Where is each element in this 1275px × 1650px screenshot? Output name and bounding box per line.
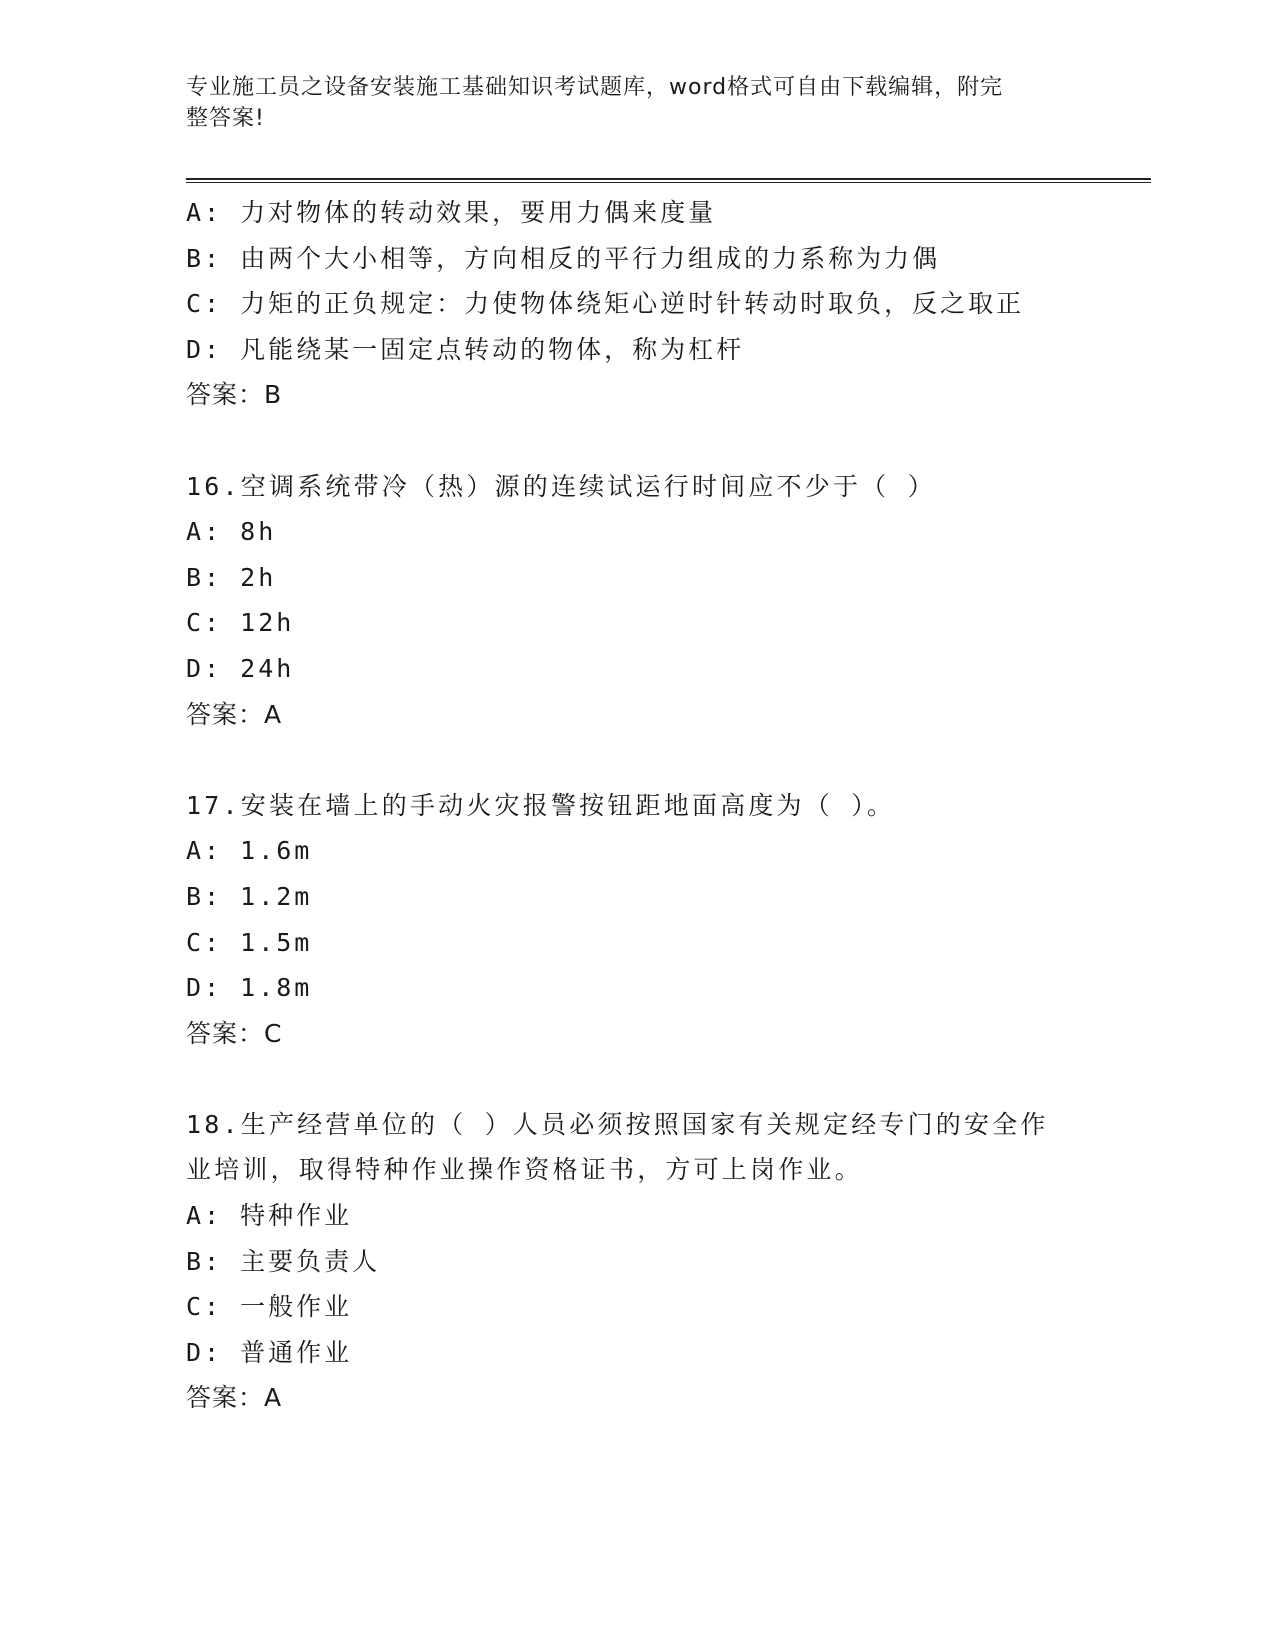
- question-stem-line-1: 18.生产经营单位的（ ）人员必须按照国家有关规定经专门的安全作: [186, 1109, 1049, 1139]
- question-list: [186, 190, 1151, 1421]
- option-a: A: 特种作业: [186, 1201, 353, 1231]
- answer-line: 答案：A: [186, 1383, 283, 1413]
- option-d: D: 24h: [186, 653, 295, 683]
- question-18-block: [186, 1102, 1151, 1421]
- option-b: B: 主要负责人: [186, 1246, 381, 1276]
- option-b: B: 2h: [186, 562, 277, 592]
- option-d: D: 凡能绕某一固定点转动的物体，称为杠杆: [186, 334, 745, 364]
- document-header: [186, 72, 1066, 134]
- option-a: A: 力对物体的转动效果，要用力偶来度量: [186, 198, 717, 227]
- answer-line: 答案：C: [186, 1018, 283, 1048]
- header-title-line-2: 整答案!: [186, 106, 265, 131]
- header-title-line-1: 专业施工员之设备安装施工基础知识考试题库，word格式可自由下载编辑，附完: [186, 75, 1004, 100]
- option-b: B: 1.2m: [186, 881, 313, 911]
- option-a: A: 1.6m: [186, 836, 313, 866]
- question-stem-line-2: 业培训，取得特种作业操作资格证书，方可上岗作业。: [186, 1155, 863, 1185]
- question-16-block: [186, 464, 1151, 738]
- option-c: C: 一般作业: [186, 1292, 353, 1322]
- header-divider: [186, 178, 1151, 183]
- option-d: D: 1.8m: [186, 973, 313, 1003]
- option-d: D: 普通作业: [186, 1337, 353, 1367]
- question-15-block: [186, 190, 1151, 418]
- spacer: [186, 418, 1151, 464]
- question-stem: 16.空调系统带冷（热）源的连续试运行时间应不少于（ ）: [186, 471, 936, 501]
- option-c: C: 1.5m: [186, 927, 313, 957]
- question-17-block: [186, 783, 1151, 1057]
- spacer: [186, 1056, 1151, 1102]
- option-c: C: 12h: [186, 608, 295, 638]
- spacer: [186, 737, 1151, 783]
- answer-line: 答案：B: [186, 380, 283, 410]
- option-a: A: 8h: [186, 517, 277, 547]
- option-c: C: 力矩的正负规定：力使物体绕矩心逆时针转动时取负，反之取正: [186, 289, 1025, 319]
- question-stem: 17.安装在墙上的手动火灾报警按钮距地面高度为（ ）。: [186, 790, 896, 820]
- option-b: B: 由两个大小相等，方向相反的平行力组成的力系称为力偶: [186, 243, 941, 273]
- answer-line: 答案：A: [186, 699, 283, 729]
